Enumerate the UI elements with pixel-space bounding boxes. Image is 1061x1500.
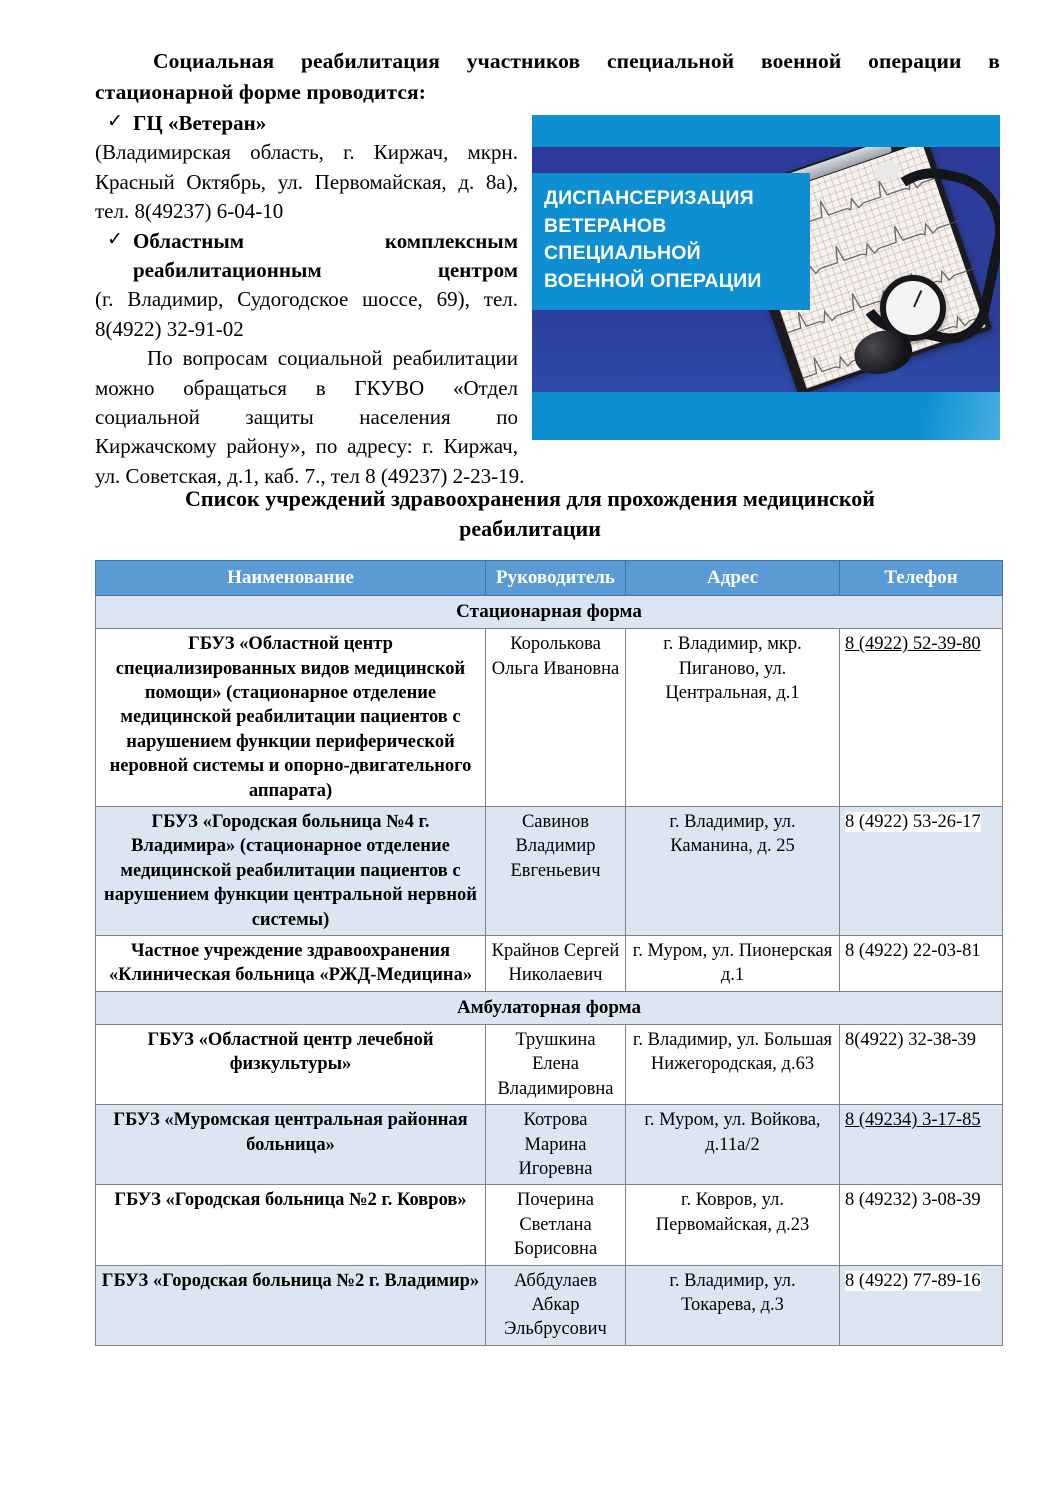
cell-phone xyxy=(840,1024,1003,1104)
cell-head-name: Аббдулаев Абкар Эльбрусович xyxy=(486,1265,626,1345)
cell-institution-name: ГБУЗ «Городская больница №2 г. Владимир» xyxy=(96,1265,486,1345)
banner-line-4: ВОЕННОЙ ОПЕРАЦИИ xyxy=(544,270,762,293)
table-row xyxy=(96,1185,1003,1265)
cell-address: г. Муром, ул. Пионерская д.1 xyxy=(626,936,840,992)
banner-line-1: ДИСПАНСЕРИЗАЦИЯ xyxy=(544,187,754,210)
cell-head-name: Котрова Марина Игоревна xyxy=(486,1105,626,1185)
table-body xyxy=(96,596,1003,1346)
column-header-phone: Телефон xyxy=(840,561,1003,596)
banner-line-2: ВЕТЕРАНОВ xyxy=(544,214,667,237)
cell-institution-name: ГБУЗ «Областной центр лечебной физкультуры» xyxy=(96,1024,486,1104)
closing-paragraph: По вопросам социальной реабилитации можно обращаться в ГКУВО «Отдел социальной защиты населения по Киржачскому району», по адресу: г. Киржач, ул. Советская, д.1, каб. 7., тел 8 (49237) 2-23-19. xyxy=(95,346,525,488)
table-row xyxy=(96,629,1003,807)
cell-phone xyxy=(840,807,1003,936)
cell-address: г. Владимир, ул. Токарева, д.3 xyxy=(626,1265,840,1345)
table-section-row xyxy=(96,596,1003,629)
phone-text: 8 (4922) 77-89-16 xyxy=(845,1270,981,1291)
table-row xyxy=(96,1105,1003,1185)
cell-institution-name: ГБУЗ «Городская больница №4 г. Владимира» (стационарное отделение медицинской реабилитации пациентов с нарушением функции центральной нервной системы) xyxy=(96,807,486,936)
bullet-item-veteran xyxy=(95,109,1000,138)
banner-bottom-stripe xyxy=(532,392,1000,440)
table-section-row xyxy=(96,991,1003,1024)
phone-text: 8(4922) 32-38-39 xyxy=(845,1029,977,1050)
cell-address: г. Владимир, ул. Большая Нижегородская, д.63 xyxy=(626,1024,840,1104)
table-section-title: Амбулаторная форма xyxy=(96,991,1003,1024)
bullet-details-rehab-center: (г. Владимир, Судогодское шоссе, 69), тел. 8(4922) 32-91-02 xyxy=(95,287,518,341)
cell-phone[interactable] xyxy=(840,629,1003,807)
cell-institution-name: ГБУЗ «Областной центр специализированных видов медицинской помощи» (стационарное отделение медицинской реабилитации пациентов с нарушением функции периферической неровной системы и опорно-двигательного аппарата) xyxy=(96,629,486,807)
cell-phone xyxy=(840,936,1003,992)
cell-institution-name: Частное учреждение здравоохранения «Клиническая больница «РЖД-Медицина» xyxy=(96,936,486,992)
cell-head-name: Трушкина Елена Владимировна xyxy=(486,1024,626,1104)
table-header-row xyxy=(96,561,1003,596)
cell-institution-name: ГБУЗ «Городская больница №2 г. Ковров» xyxy=(96,1185,486,1265)
cell-phone xyxy=(840,1185,1003,1265)
cell-institution-name: ГБУЗ «Муромская центральная районная больница» xyxy=(96,1105,486,1185)
table-row xyxy=(96,936,1003,992)
cell-head-name: Савинов Владимир Евгеньевич xyxy=(486,807,626,936)
cell-address: г. Владимир, мкр. Пиганово, ул. Центральная, д.1 xyxy=(626,629,840,807)
banner-line-3: СПЕЦИАЛЬНОЙ xyxy=(544,242,701,265)
cell-address: г. Владимир, ул. Каманина, д. 25 xyxy=(626,807,840,936)
phone-text: 8 (4922) 53-26-17 xyxy=(845,812,981,832)
section-heading: Список учреждений здравоохранения для прохождения медицинской реабилитации xyxy=(185,486,875,542)
phone-link[interactable]: 8 (4922) 52-39-80 xyxy=(845,634,981,655)
checkmark-icon: ✓ xyxy=(107,228,123,250)
cell-head-name: Крайнов Сергей Николаевич xyxy=(486,936,626,992)
table-section-title: Стационарная форма xyxy=(96,596,1003,629)
intro-section xyxy=(95,46,1000,491)
table-row xyxy=(96,807,1003,936)
column-header-head: Руководитель xyxy=(486,561,626,596)
bullet-details-veteran: (Владимирская область, г. Киржач, мкрн. Красный Октябрь, ул. Первомайская, д. 8а), тел. 8(49237) 6-04-10 xyxy=(95,140,518,224)
table-row xyxy=(96,1265,1003,1345)
table-row xyxy=(96,1024,1003,1104)
column-header-name: Наименование xyxy=(96,561,486,596)
phone-text: 8 (49232) 3-08-39 xyxy=(845,1190,981,1211)
bullet-label-rehab-center: Областным комплексным реабилитационным центром xyxy=(133,228,518,282)
cell-head-name: Королькова Ольга Ивановна xyxy=(486,629,626,807)
page-title: Социальная реабилитация участников специальной военной операции в стационарной форме проводится: xyxy=(95,49,1000,104)
cell-phone[interactable] xyxy=(840,1105,1003,1185)
checkmark-icon: ✓ xyxy=(107,111,123,133)
column-header-address: Адрес xyxy=(626,561,840,596)
institutions-table xyxy=(95,560,1003,1346)
phone-link[interactable]: 8 (49234) 3-17-85 xyxy=(845,1110,981,1131)
cell-phone xyxy=(840,1265,1003,1345)
table-header xyxy=(96,561,1003,596)
intro-body xyxy=(95,109,1000,491)
cell-head-name: Почерина Светлана Борисовна xyxy=(486,1185,626,1265)
cell-address: г. Муром, ул. Войкова, д.11а/2 xyxy=(626,1105,840,1185)
bullet-item-rehab-center xyxy=(95,227,1000,286)
bullet-label-veteran: ГЦ «Ветеран» xyxy=(133,111,267,136)
institutions-table-wrapper xyxy=(95,560,1002,1346)
phone-text: 8 (4922) 22-03-81 xyxy=(845,941,981,962)
cell-address: г. Ковров, ул. Первомайская, д.23 xyxy=(626,1185,840,1265)
